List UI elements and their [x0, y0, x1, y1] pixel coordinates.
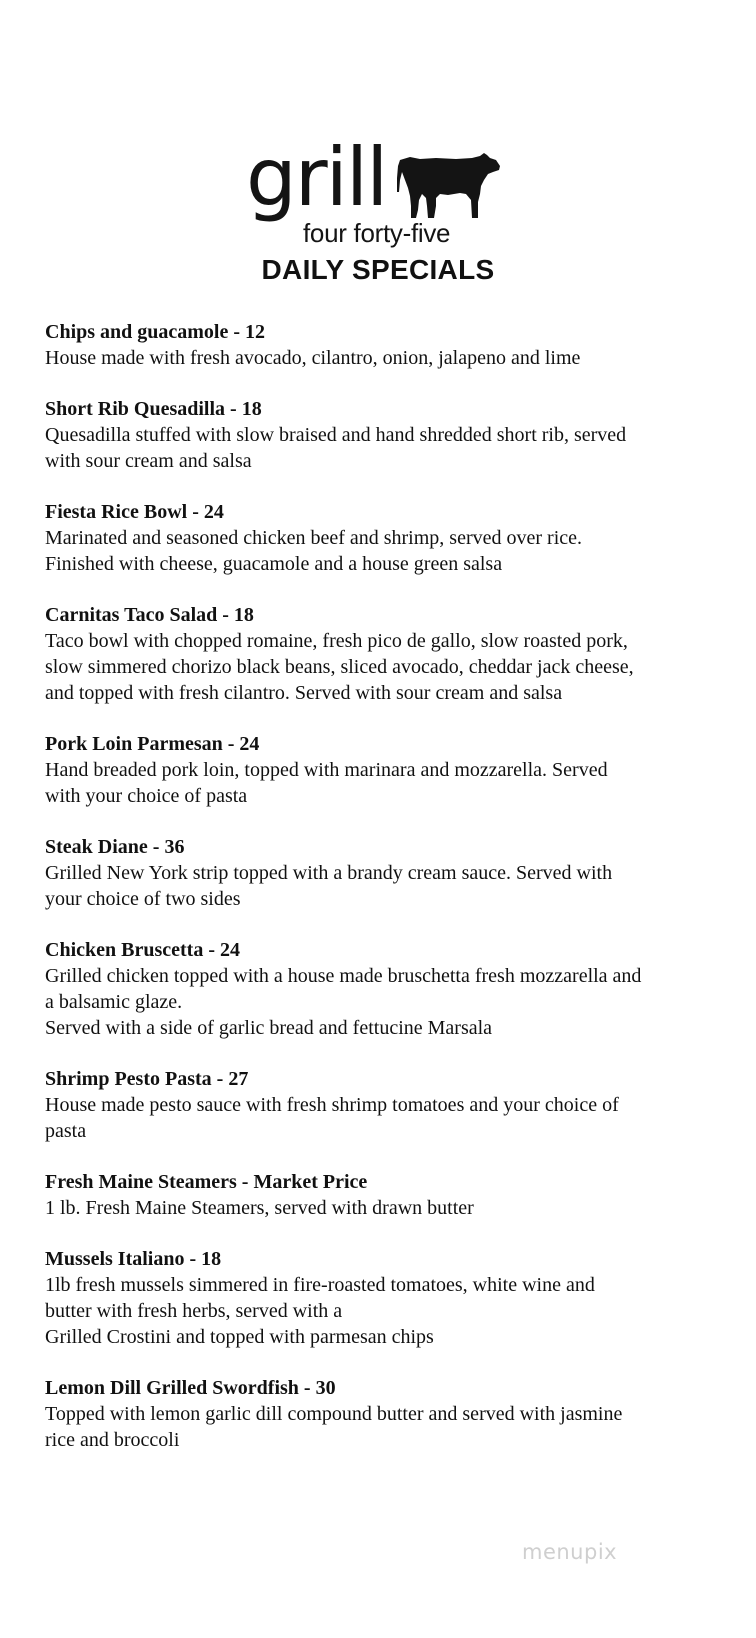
watermark: menupix — [522, 1540, 618, 1564]
item-title: Fiesta Rice Bowl - 24 — [45, 501, 224, 523]
item-title: Short Rib Quesadilla - 18 — [45, 398, 262, 420]
item-description: Grilled chicken topped with a house made bruschetta fresh mozzarella and a balsamic glaze. Served with a side of garlic bread and fettucine Marsala — [45, 965, 642, 1039]
item-title: Chips and guacamole - 12 — [45, 321, 266, 343]
page-title: DAILY SPECIALS — [261, 254, 495, 285]
menu-item — [45, 319, 735, 371]
logo-subtitle: four forty-five — [303, 218, 451, 248]
menu-item — [45, 1169, 735, 1221]
specials-list — [45, 319, 735, 1478]
item-description: Topped with lemon garlic dill compound butter and served with jasmine rice and broccoli — [45, 1403, 623, 1451]
item-description: Grilled New York strip topped with a brandy cream sauce. Served with your choice of two sides — [45, 862, 613, 910]
menu-item — [45, 937, 735, 1041]
item-description: Hand breaded pork loin, topped with marinara and mozzarella. Served with your choice of pasta — [45, 759, 608, 807]
item-description: 1lb fresh mussels simmered in fire-roasted tomatoes, white wine and butter with fresh herbs, served with a Grilled Crostini and topped with parmesan chips — [45, 1274, 595, 1348]
item-title: Chicken Bruscetta - 24 — [45, 939, 240, 961]
menu-item — [45, 1375, 735, 1453]
menu-item — [45, 1246, 735, 1350]
menu-header — [0, 131, 756, 290]
menu-item — [45, 731, 735, 809]
menu-item — [45, 602, 735, 706]
item-description: Marinated and seasoned chicken beef and shrimp, served over rice. Finished with cheese, guacamole and a house green salsa — [45, 527, 583, 575]
item-title: Steak Diane - 36 — [45, 836, 185, 858]
menu-item — [45, 396, 735, 474]
menu-item — [45, 499, 735, 577]
item-title: Shrimp Pesto Pasta - 27 — [45, 1068, 249, 1090]
cow-icon — [396, 150, 502, 222]
item-description: Quesadilla stuffed with slow braised and hand shredded short rib, served with sour cream and salsa — [45, 424, 627, 472]
item-description: House made with fresh avocado, cilantro, onion, jalapeno and lime — [45, 347, 581, 369]
menu-item — [45, 1066, 735, 1144]
logo-wordmark: grill — [246, 131, 387, 224]
item-title: Carnitas Taco Salad - 18 — [45, 604, 254, 626]
item-title: Mussels Italiano - 18 — [45, 1248, 222, 1270]
item-description: 1 lb. Fresh Maine Steamers, served with drawn butter — [45, 1197, 474, 1219]
item-title: Pork Loin Parmesan - 24 — [45, 733, 260, 755]
menu-item — [45, 834, 735, 912]
item-description: House made pesto sauce with fresh shrimp tomatoes and your choice of pasta — [45, 1094, 619, 1142]
item-description: Taco bowl with chopped romaine, fresh pico de gallo, slow roasted pork, slow simmered chorizo black beans, sliced avocado, cheddar jack cheese, and topped with fresh cilantro. Served with sour cream and salsa — [45, 630, 634, 704]
item-title: Fresh Maine Steamers - Market Price — [45, 1171, 368, 1193]
item-title: Lemon Dill Grilled Swordfish - 30 — [45, 1377, 336, 1399]
